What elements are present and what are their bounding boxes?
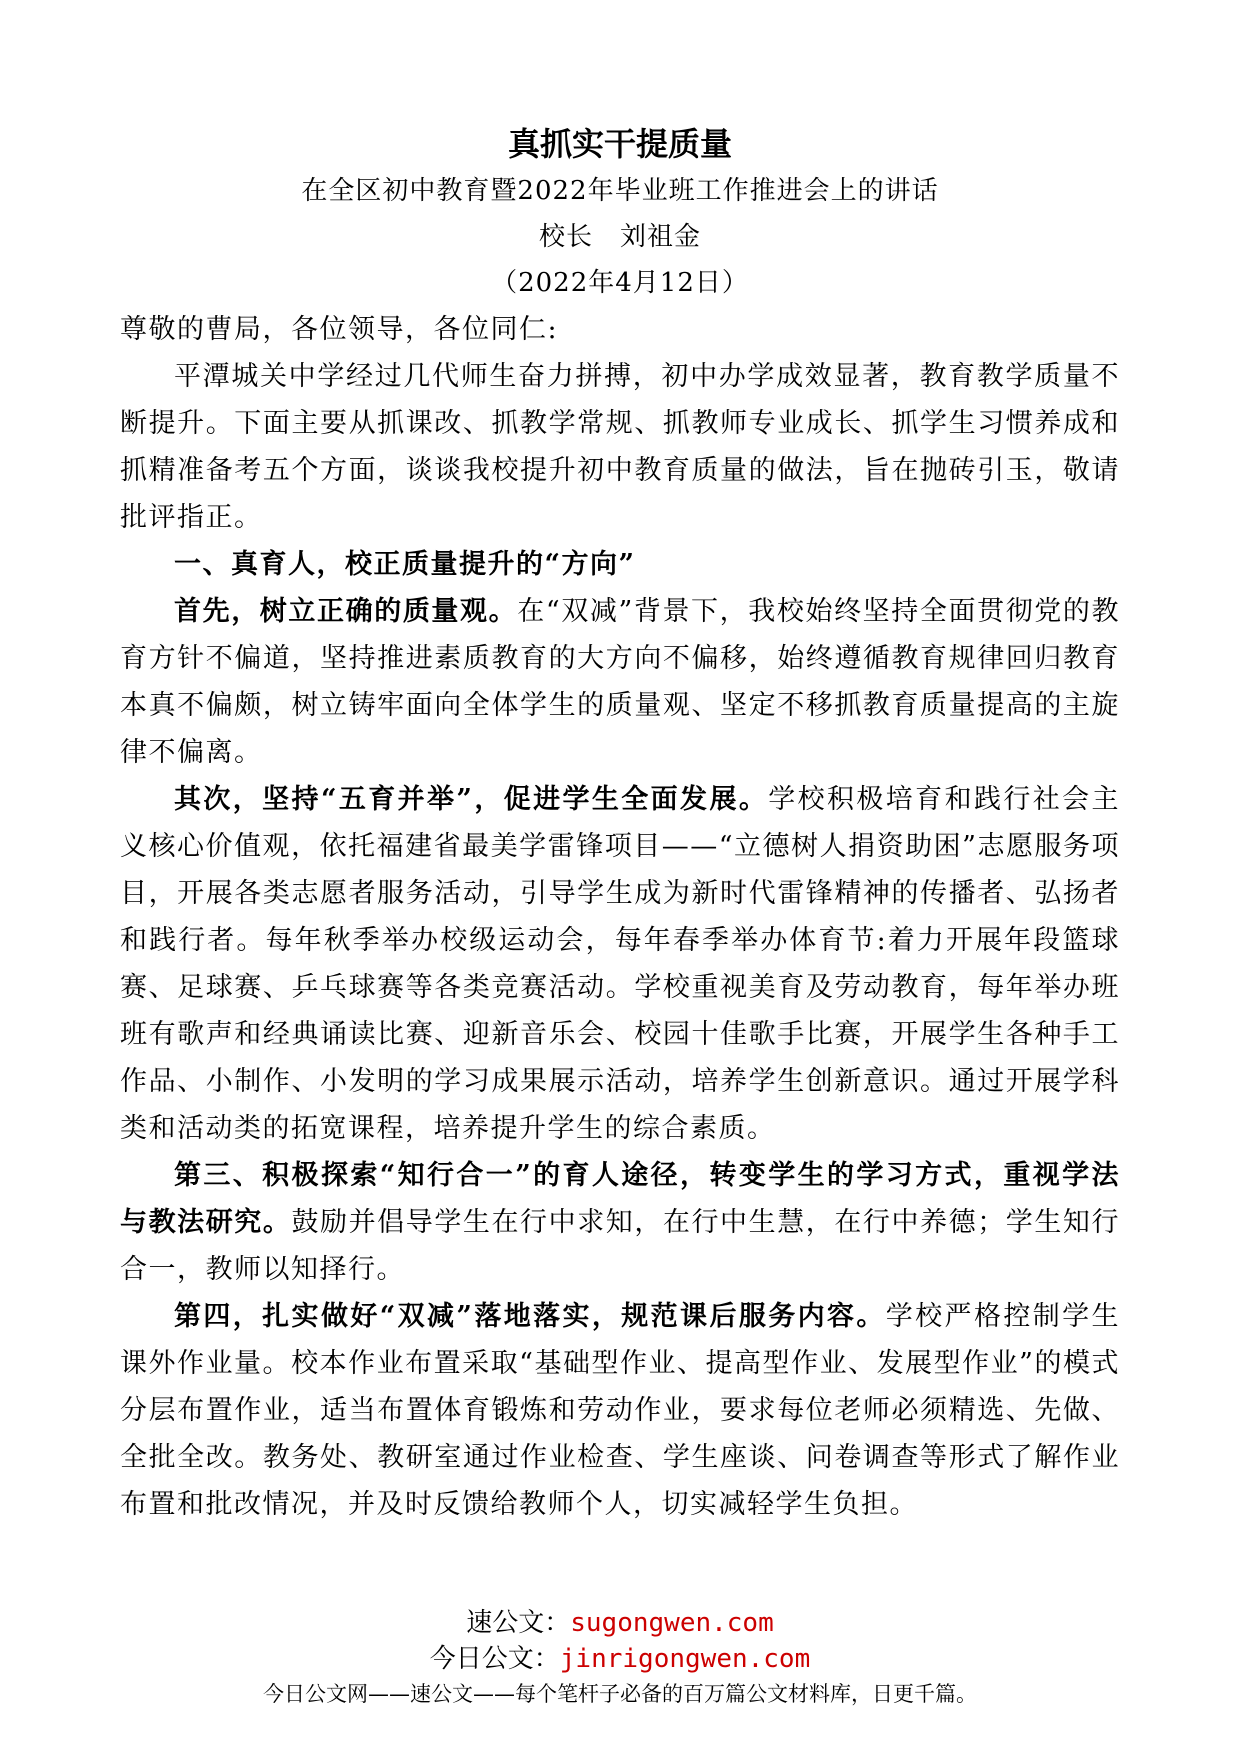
- intro-paragraph: 平潭城关中学经过几代师生奋力拼搏，初中办学成效显著，教育教学质量不断提升。下面主要从抓课改、抓教学常规、抓教师专业成长、抓学生习惯养成和抓精准备考五个方面，谈谈我校提升初中教育质量的做法，旨在抛砖引玉，敬请批评指正。: [120, 361, 1120, 533]
- point-lead: 第四，扎实做好“双减”落地落实，规范课后服务内容。: [174, 1301, 886, 1332]
- point-paragraph: [120, 776, 1120, 1152]
- salutation: 尊敬的曹局，各位领导，各位同仁:: [120, 314, 559, 345]
- watermark-footer: [0, 1605, 1240, 1711]
- document-subtitle: 在全区初中教育暨2022年毕业班工作推进会上的讲话: [301, 176, 939, 206]
- point-lead: 首先，树立正确的质量观。: [174, 596, 518, 627]
- footer-line-1: [0, 1605, 1240, 1641]
- footer-label-2: 今日公文：: [429, 1644, 560, 1674]
- document-title: 真抓实干提质量: [507, 125, 732, 163]
- section-heading: 一、真育人，校正质量提升的“方向”: [174, 549, 636, 580]
- point-text: 鼓励并倡导学生在行中求知，在行中生慧，在行中养德；学生知行合一，教师以知择行。: [120, 1207, 1121, 1285]
- point-lead: 第三、积极探索“知行合一”的育人途径，转变学生的学习方式，重视学法与教法研究。: [120, 1160, 1120, 1238]
- point-paragraph: [120, 1152, 1120, 1293]
- footer-slogan: 今日公文网——速公文——每个笔杆子必备的百万篇公文材料库，日更千篇。: [263, 1682, 977, 1706]
- document-author: 校长 刘祖金: [538, 222, 701, 252]
- footer-label-1: 速公文：: [466, 1608, 571, 1638]
- point-text: 学校严格控制学生课外作业量。校本作业布置采取“基础型作业、提高型作业、发展型作业”的模式分层布置作业，适当布置体育锻炼和劳动作业，要求每位老师必须精选、先做、全批全改。教务处、教研室通过作业检查、学生座谈、问卷调查等形式了解作业布置和批改情况，并及时反馈给教师个人，切实减轻学生负担。: [120, 1301, 1121, 1520]
- point-paragraph: [120, 588, 1120, 776]
- point-text: 在“双减”背景下，我校始终坚持全面贯彻党的教育方针不偏道，坚持推进素质教育的大方向不偏移，始终遵循教育规律回归教育本真不偏颇，树立铸牢面向全体学生的质量观、坚定不移抓教育质量提高的主旋律不偏离。: [120, 596, 1120, 768]
- footer-line-2: [0, 1641, 1240, 1677]
- document-content: [120, 122, 1120, 1528]
- document-date: （2022年4月12日）: [491, 268, 749, 298]
- sugongwen-link[interactable]: sugongwen.com: [570, 1608, 774, 1638]
- jinrigongwen-link[interactable]: jinrigongwen.com: [559, 1644, 811, 1674]
- point-lead: 其次，坚持“五育并举”，促进学生全面发展。: [174, 784, 769, 815]
- point-paragraph: [120, 1293, 1120, 1528]
- document-body: [120, 306, 1120, 1528]
- point-text: 学校积极培育和践行社会主义核心价值观，依托福建省最美学雷锋项目——“立德树人捐资助困”志愿服务项目，开展各类志愿者服务活动，引导学生成为新时代雷锋精神的传播者、弘扬者和践行者。每年秋季举办校级运动会，每年春季举办体育节:着力开展年段篮球赛、足球赛、乒乓球赛等各类竞赛活动。学校重视美育及劳动教育，每年举办班班有歌声和经典诵读比赛、迎新音乐会、校园十佳歌手比赛，开展学生各种手工作品、小制作、小发明的学习成果展示活动，培养学生创新意识。通过开展学科类和活动类的拓宽课程，培养提升学生的综合素质。: [120, 784, 1121, 1144]
